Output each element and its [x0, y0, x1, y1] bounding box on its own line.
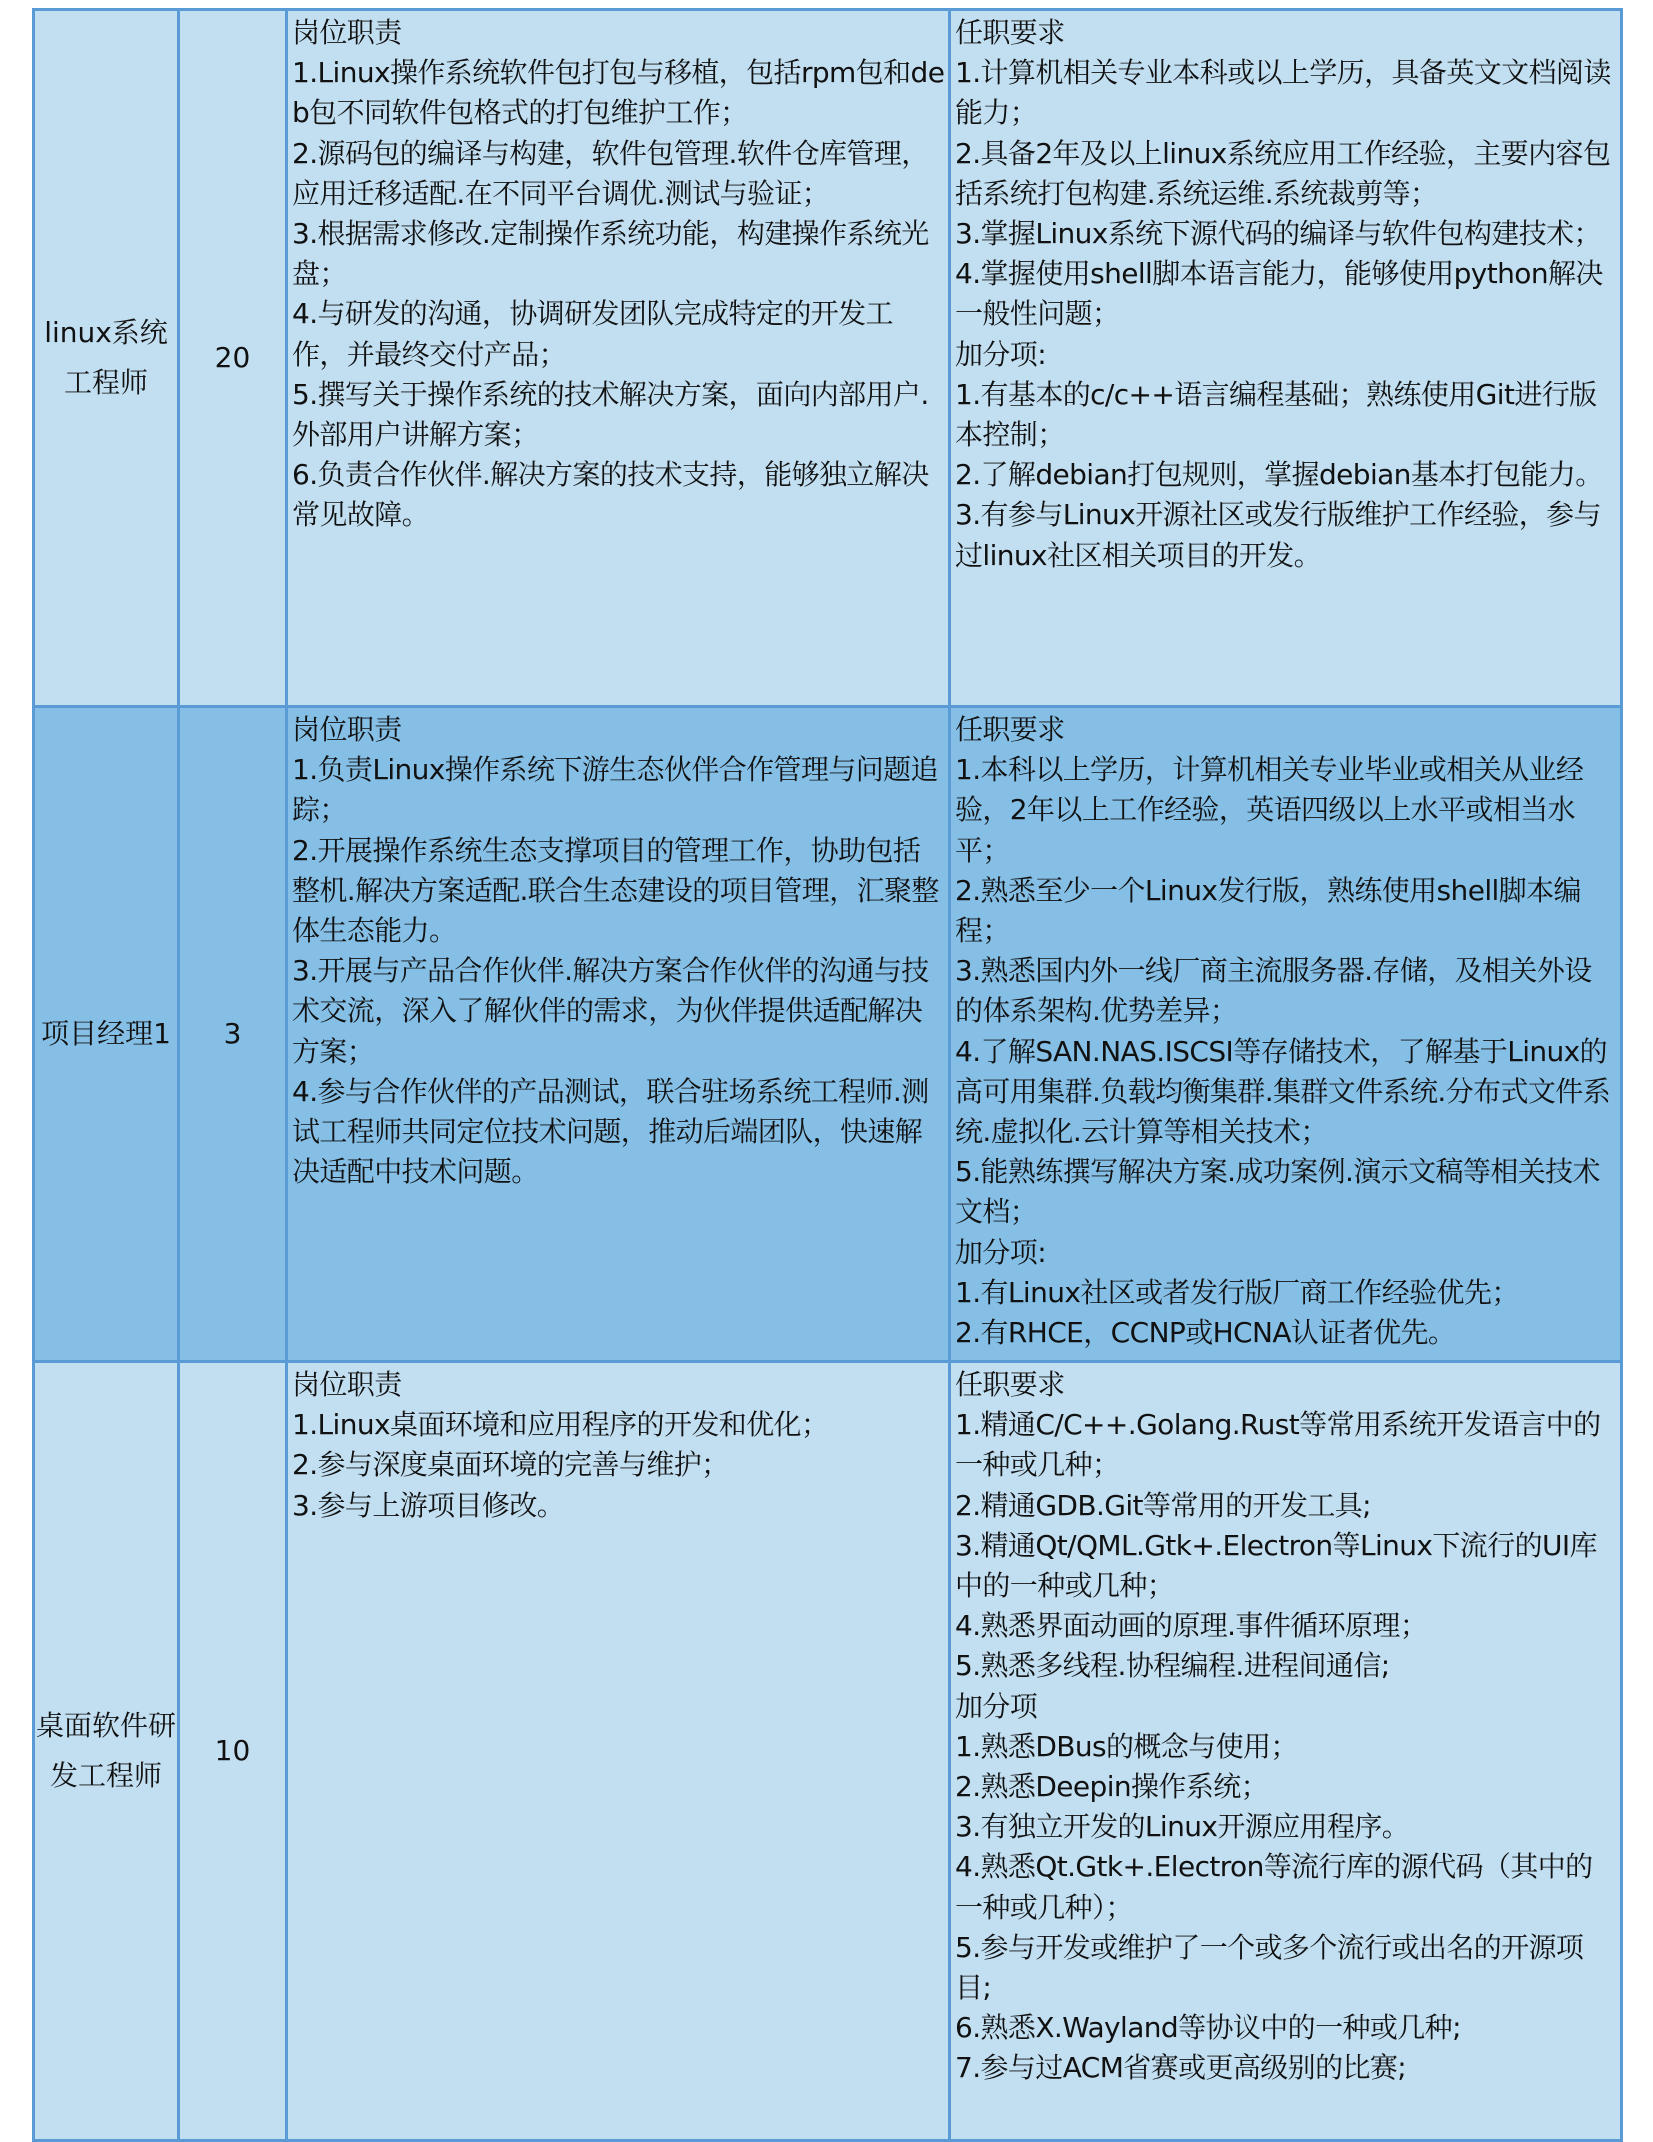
duty-item: 4.与研发的沟通，协调研发团队完成特定的开发工作，并最终交付产品；	[292, 297, 893, 371]
duty-item: 3.根据需求修改.定制操作系统功能，构建操作系统光盘；	[292, 217, 929, 291]
duties-heading: 岗位职责	[292, 1368, 402, 1401]
headcount-value: 20	[214, 341, 251, 374]
duty-item: 2.参与深度桌面环境的完善与维护；	[292, 1448, 729, 1482]
requirements-cell	[950, 707, 1622, 1362]
job-title-cell	[34, 707, 179, 1362]
requirement-item: 1.计算机相关专业本科或以上学历，具备英文文档阅读能力；	[955, 56, 1611, 130]
requirement-item: 5.参与开发或维护了一个或多个流行或出名的开源项目;	[955, 1930, 1584, 2005]
requirement-item: 4.掌握使用shell脚本语言能力，能够使用python解决一般性问题；	[955, 257, 1603, 331]
requirement-item: 2.精通GDB.Git等常用的开发工具;	[955, 1488, 1371, 1522]
headcount-value: 3	[223, 1017, 242, 1050]
requirement-item: 4.熟悉界面动画的原理.事件循环原理；	[955, 1609, 1428, 1643]
duties-cell	[287, 1362, 950, 2141]
duty-item: 1.负责Linux操作系统下游生态伙伴合作管理与问题追踪；	[292, 753, 938, 827]
duties-heading: 岗位职责	[292, 713, 402, 746]
duty-item: 6.负责合作伙伴.解决方案的技术支持，能够独立解决常见故障。	[292, 458, 929, 532]
requirements-heading: 任职要求	[955, 713, 1065, 746]
duty-item: 4.参与合作伙伴的产品测试，联合驻场系统工程师.测试工程师共同定位技术问题，推动后端团队，快速解决适配中技术问题。	[292, 1074, 929, 1189]
requirement-item: 2.具备2年及以上linux系统应用工作经验，主要内容包括系统打包构建.系统运维.系统裁剪等；	[955, 136, 1611, 210]
requirement-item: 7.参与过ACM省赛或更高级别的比赛;	[955, 2051, 1407, 2085]
table-row	[34, 707, 1622, 1362]
requirement-item: 3.熟悉国内外一线厂商主流服务器.存储，及相关外设的体系架构.优势差异；	[955, 954, 1592, 1028]
requirement-item: 3.掌握Linux系统下源代码的编译与软件包构建技术；	[955, 217, 1601, 251]
requirement-item: 2.有RHCE，CCNP或HCNA认证者优先。	[955, 1316, 1456, 1350]
job-title-line: 项目经理1	[41, 1017, 171, 1050]
requirement-item: 5.能熟练撰写解决方案.成功案例.演示文稿等相关技术文档；	[955, 1155, 1600, 1229]
table-row	[34, 10, 1622, 707]
job-title-line: linux系统	[44, 316, 168, 349]
duties-cell	[287, 707, 950, 1362]
table-row	[34, 1362, 1622, 2141]
job-title-line: 桌面软件研	[35, 1709, 176, 1742]
bonus-heading: 加分项	[955, 1689, 1038, 1723]
job-title-cell	[34, 1362, 179, 2141]
requirement-item: 4.了解SAN.NAS.ISCSI等存储技术，了解基于Linux的高可用集群.负载均衡集群.集群文件系统.分布式文件系统.虚拟化.云计算等相关技术；	[955, 1034, 1611, 1149]
requirement-item: 3.精通Qt/QML.Gtk+.Electron等Linux下流行的UI库中的一种或几种；	[955, 1528, 1597, 1603]
requirements-cell	[950, 1362, 1622, 2141]
duty-item: 3.参与上游项目修改。	[292, 1488, 565, 1522]
duties-cell	[287, 10, 950, 707]
requirement-item: 3.有独立开发的Linux开源应用程序。	[955, 1810, 1410, 1844]
requirements-heading: 任职要求	[955, 16, 1065, 49]
requirement-item: 5.熟悉多线程.协程编程.进程间通信;	[955, 1649, 1390, 1683]
requirement-item: 4.熟悉Qt.Gtk+.Electron等流行库的源代码（其中的一种或几种）；	[955, 1850, 1593, 1924]
duty-item: 5.撰写关于操作系统的技术解决方案，面向内部用户.外部用户讲解方案；	[292, 377, 929, 452]
requirement-item: 6.熟悉X.Wayland等协议中的一种或几种;	[955, 2011, 1461, 2045]
job-title-line: 发工程师	[49, 1759, 162, 1792]
duty-item: 1.Linux桌面环境和应用程序的开发和优化；	[292, 1408, 829, 1442]
job-table	[32, 8, 1623, 2142]
requirement-item: 1.有基本的c/c++语言编程基础；熟练使用Git进行版本控制；	[955, 377, 1597, 452]
headcount-cell	[179, 1362, 287, 2141]
requirement-item: 2.熟悉Deepin操作系统；	[955, 1770, 1269, 1804]
requirement-item: 1.有Linux社区或者发行版厂商工作经验优先；	[955, 1275, 1519, 1309]
headcount-cell	[179, 10, 287, 707]
duty-item: 3.开展与产品合作伙伴.解决方案合作伙伴的沟通与技术交流，深入了解伙伴的需求，为伙伴提供适配解决方案；	[292, 954, 929, 1068]
requirements-cell	[950, 10, 1622, 707]
bonus-heading: 加分项:	[955, 337, 1047, 371]
duty-item: 2.开展操作系统生态支撑项目的管理工作，协助包括整机.解决方案适配.联合生态建设的项目管理，汇聚整体生态能力。	[292, 833, 939, 948]
requirement-item: 3.有参与Linux开源社区或发行版维护工作经验，参与过linux社区相关项目的开发。	[955, 498, 1601, 572]
headcount-value: 10	[214, 1734, 251, 1767]
requirement-item: 2.熟悉至少一个Linux发行版，熟练使用shell脚本编程；	[955, 873, 1581, 948]
requirement-item: 1.本科以上学历，计算机相关专业毕业或相关从业经验，2年以上工作经验，英语四级以上水平或相当水平；	[955, 753, 1584, 867]
duty-item: 1.Linux操作系统软件包打包与移植，包括rpm包和deb包不同软件包格式的打包维护工作；	[292, 56, 945, 130]
duty-item: 2.源码包的编译与构建，软件包管理.软件仓库管理，应用迁移适配.在不同平台调优.测试与验证；	[292, 136, 929, 210]
job-title-line: 工程师	[63, 366, 148, 399]
requirements-heading: 任职要求	[955, 1368, 1065, 1401]
job-title-cell	[34, 10, 179, 707]
bonus-heading: 加分项:	[955, 1235, 1047, 1269]
headcount-cell	[179, 707, 287, 1362]
requirement-item: 2.了解debian打包规则，掌握debian基本打包能力。	[955, 458, 1603, 492]
requirement-item: 1.精通C/C++.Golang.Rust等常用系统开发语言中的一种或几种；	[955, 1408, 1601, 1482]
duties-heading: 岗位职责	[292, 16, 402, 49]
requirement-item: 1.熟悉DBus的概念与使用；	[955, 1729, 1298, 1763]
